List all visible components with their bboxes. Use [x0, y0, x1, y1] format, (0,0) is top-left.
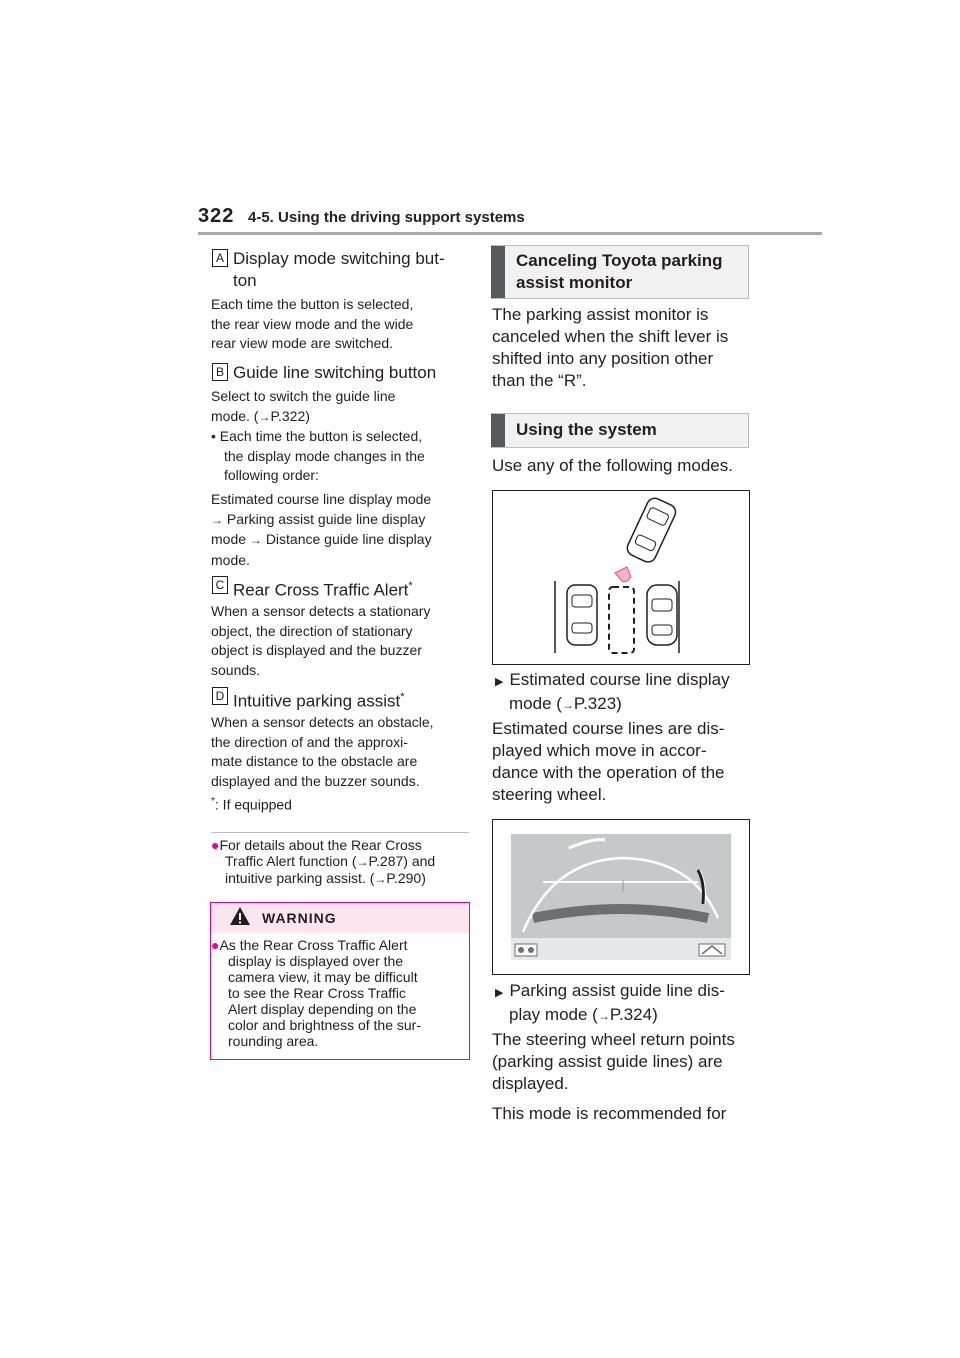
body-line: The steering wheel return points [492, 1030, 735, 1049]
desc-line: mate distance to the obstacle are [211, 753, 418, 769]
body-line: The parking assist monitor is [492, 305, 709, 324]
note-text: intuitive parking assist. ( [225, 870, 375, 886]
mode-heading-text: mode ( [509, 694, 562, 713]
footnote-mark: * [400, 691, 405, 703]
arrow-icon: → [249, 533, 262, 547]
page-ref-link[interactable]: P.287) and [368, 853, 436, 869]
sequence-line: mode. [211, 551, 250, 568]
item-c-title-text: Rear Cross Traffic Alert [233, 580, 409, 600]
warning-line: Alert display depending on the [228, 1001, 417, 1017]
footnote [211, 796, 292, 813]
page-ref-link[interactable]: P.324) [609, 1005, 658, 1024]
item-d-title-text: Intuitive parking assist [233, 691, 401, 711]
desc-line: object is displayed and the buzzer [211, 642, 422, 658]
arrow-icon: → [258, 409, 271, 424]
sequence-text: Parking assist guide line display [226, 510, 426, 527]
body-line: than the “R”. [492, 371, 587, 390]
body-line: displayed. [492, 1074, 569, 1093]
section-bar [491, 246, 505, 298]
body-line: Estimated course lines are dis- [492, 719, 725, 738]
desc-line: displayed and the buzzer sounds. [211, 772, 420, 789]
divider [211, 832, 469, 833]
arrow-icon: → [356, 855, 369, 869]
desc-line: When a sensor detects a stationary [211, 603, 431, 619]
page-ref-link[interactable]: P.323) [573, 694, 622, 713]
note-text: For details about the Rear Cross [219, 837, 422, 853]
item-a-desc [211, 295, 469, 354]
warning-line [211, 937, 463, 953]
sequence-line [211, 530, 469, 551]
arrow-icon: → [561, 698, 574, 712]
desc-line: rear view mode are switched. [211, 335, 394, 351]
bullet-line: following order: [224, 467, 319, 483]
section-bar [491, 414, 505, 447]
mode-heading-line [495, 980, 750, 1004]
desc-line: sounds. [211, 661, 261, 678]
canceling-body [492, 304, 752, 392]
triangle-icon: ▶ [495, 987, 504, 999]
arrow-icon: → [374, 872, 387, 886]
mode-heading-estimated [495, 669, 750, 716]
section-heading-canceling [491, 245, 749, 299]
section-title-using: Using the system [516, 420, 657, 439]
mode-heading-line [495, 1004, 750, 1027]
item-a-title-line2: ton [233, 271, 257, 290]
sequence-line [211, 510, 469, 531]
body-line: canceled when the shift lever is [492, 327, 729, 346]
desc-line: When a sensor detects an obstacle, [211, 714, 434, 730]
mode-heading-line [495, 669, 750, 693]
bullet-line: the display mode changes in the [224, 447, 425, 464]
desc-line [211, 407, 469, 428]
item-c-title [233, 575, 413, 602]
desc-line: the direction of and the approxi- [211, 733, 408, 750]
body-line: played which move in accor- [492, 741, 707, 760]
desc-line: Each time the button is selected, [211, 296, 414, 312]
warning-line: to see the Rear Cross Traffic [228, 985, 406, 1001]
warning-title: WARNING [262, 910, 337, 926]
warning-line-text: As the Rear Cross Traffic Alert [219, 937, 408, 953]
footnote-mark: * [408, 580, 413, 592]
warning-icon [229, 906, 251, 926]
warning-line: rounding area. [228, 1033, 319, 1049]
mode-heading-text: Estimated course line display [509, 670, 730, 689]
bullet-icon: ● [211, 937, 220, 953]
desc-line: the rear view mode and the wide [211, 315, 414, 332]
parking-illustration [492, 490, 750, 665]
header-rule [198, 232, 822, 235]
note [211, 837, 469, 887]
arrow-icon: → [211, 512, 223, 527]
body-line: steering wheel. [492, 785, 607, 804]
using-intro: Use any of the following modes. [492, 456, 733, 475]
item-b-title: Guide line switching button [233, 363, 437, 382]
mode-heading-text: Parking assist guide line dis- [509, 981, 725, 1000]
mode-body-estimated [492, 718, 752, 806]
page-ref-link[interactable]: P.290) [386, 870, 426, 886]
page-ref-link[interactable]: P.322) [270, 407, 310, 424]
desc-line: object, the direction of stationary [211, 622, 413, 639]
body-line: shifted into any position other [492, 349, 714, 368]
item-d-title [233, 686, 405, 713]
body-line: (parking assist guide lines) are [492, 1052, 723, 1071]
section-title-line: assist monitor [516, 273, 633, 292]
desc-text: mode. ( [211, 407, 259, 424]
mode-heading-text: play mode ( [509, 1005, 598, 1024]
section-title-canceling [516, 250, 723, 294]
badge-c: C [212, 576, 228, 594]
bullet-icon: ● [211, 837, 220, 853]
mode-body-parking [492, 1029, 752, 1125]
triangle-icon: ▶ [495, 676, 504, 688]
mode-heading-line [495, 693, 750, 716]
camera-screen-illustration [492, 819, 750, 975]
item-d-desc [211, 713, 469, 791]
bullet-line: • Each time the button is selected, [211, 428, 423, 444]
mode-sequence [211, 490, 469, 570]
badge-b: B [212, 363, 228, 381]
item-b-desc [211, 387, 469, 486]
section-heading-using [491, 413, 749, 448]
sequence-line: Estimated course line display mode [211, 491, 432, 507]
body-line: dance with the operation of the [492, 763, 725, 782]
item-a-title [233, 248, 445, 292]
footnote-text: : If equipped [214, 796, 292, 813]
note-line [211, 853, 469, 870]
arrow-icon: → [597, 1009, 610, 1023]
badge-a: A [212, 249, 228, 267]
section-title: 4-5. Using the driving support systems [248, 209, 525, 226]
note-line [211, 837, 469, 853]
note-line [211, 870, 469, 887]
sequence-text: mode [211, 531, 247, 547]
page-number: 322 [198, 205, 235, 227]
section-title-line: Canceling Toyota parking [516, 251, 723, 270]
warning-line: color and brightness of the sur- [228, 1017, 421, 1033]
sequence-text: Distance guide line display [265, 531, 432, 547]
mode-heading-parking [495, 980, 750, 1027]
note-text: Traffic Alert function ( [225, 853, 357, 869]
footnote-mark: * [211, 796, 215, 807]
warning-line: display is displayed over the [228, 953, 404, 969]
warning-line: camera view, it may be difficult [228, 969, 418, 985]
item-c-desc [211, 602, 469, 680]
desc-line: Select to switch the guide line [211, 388, 396, 404]
item-a-title-line1: Display mode switching but- [233, 249, 445, 268]
warning-text [211, 937, 463, 1049]
body-line: This mode is recommended for [492, 1104, 727, 1123]
badge-d: D [212, 687, 228, 705]
